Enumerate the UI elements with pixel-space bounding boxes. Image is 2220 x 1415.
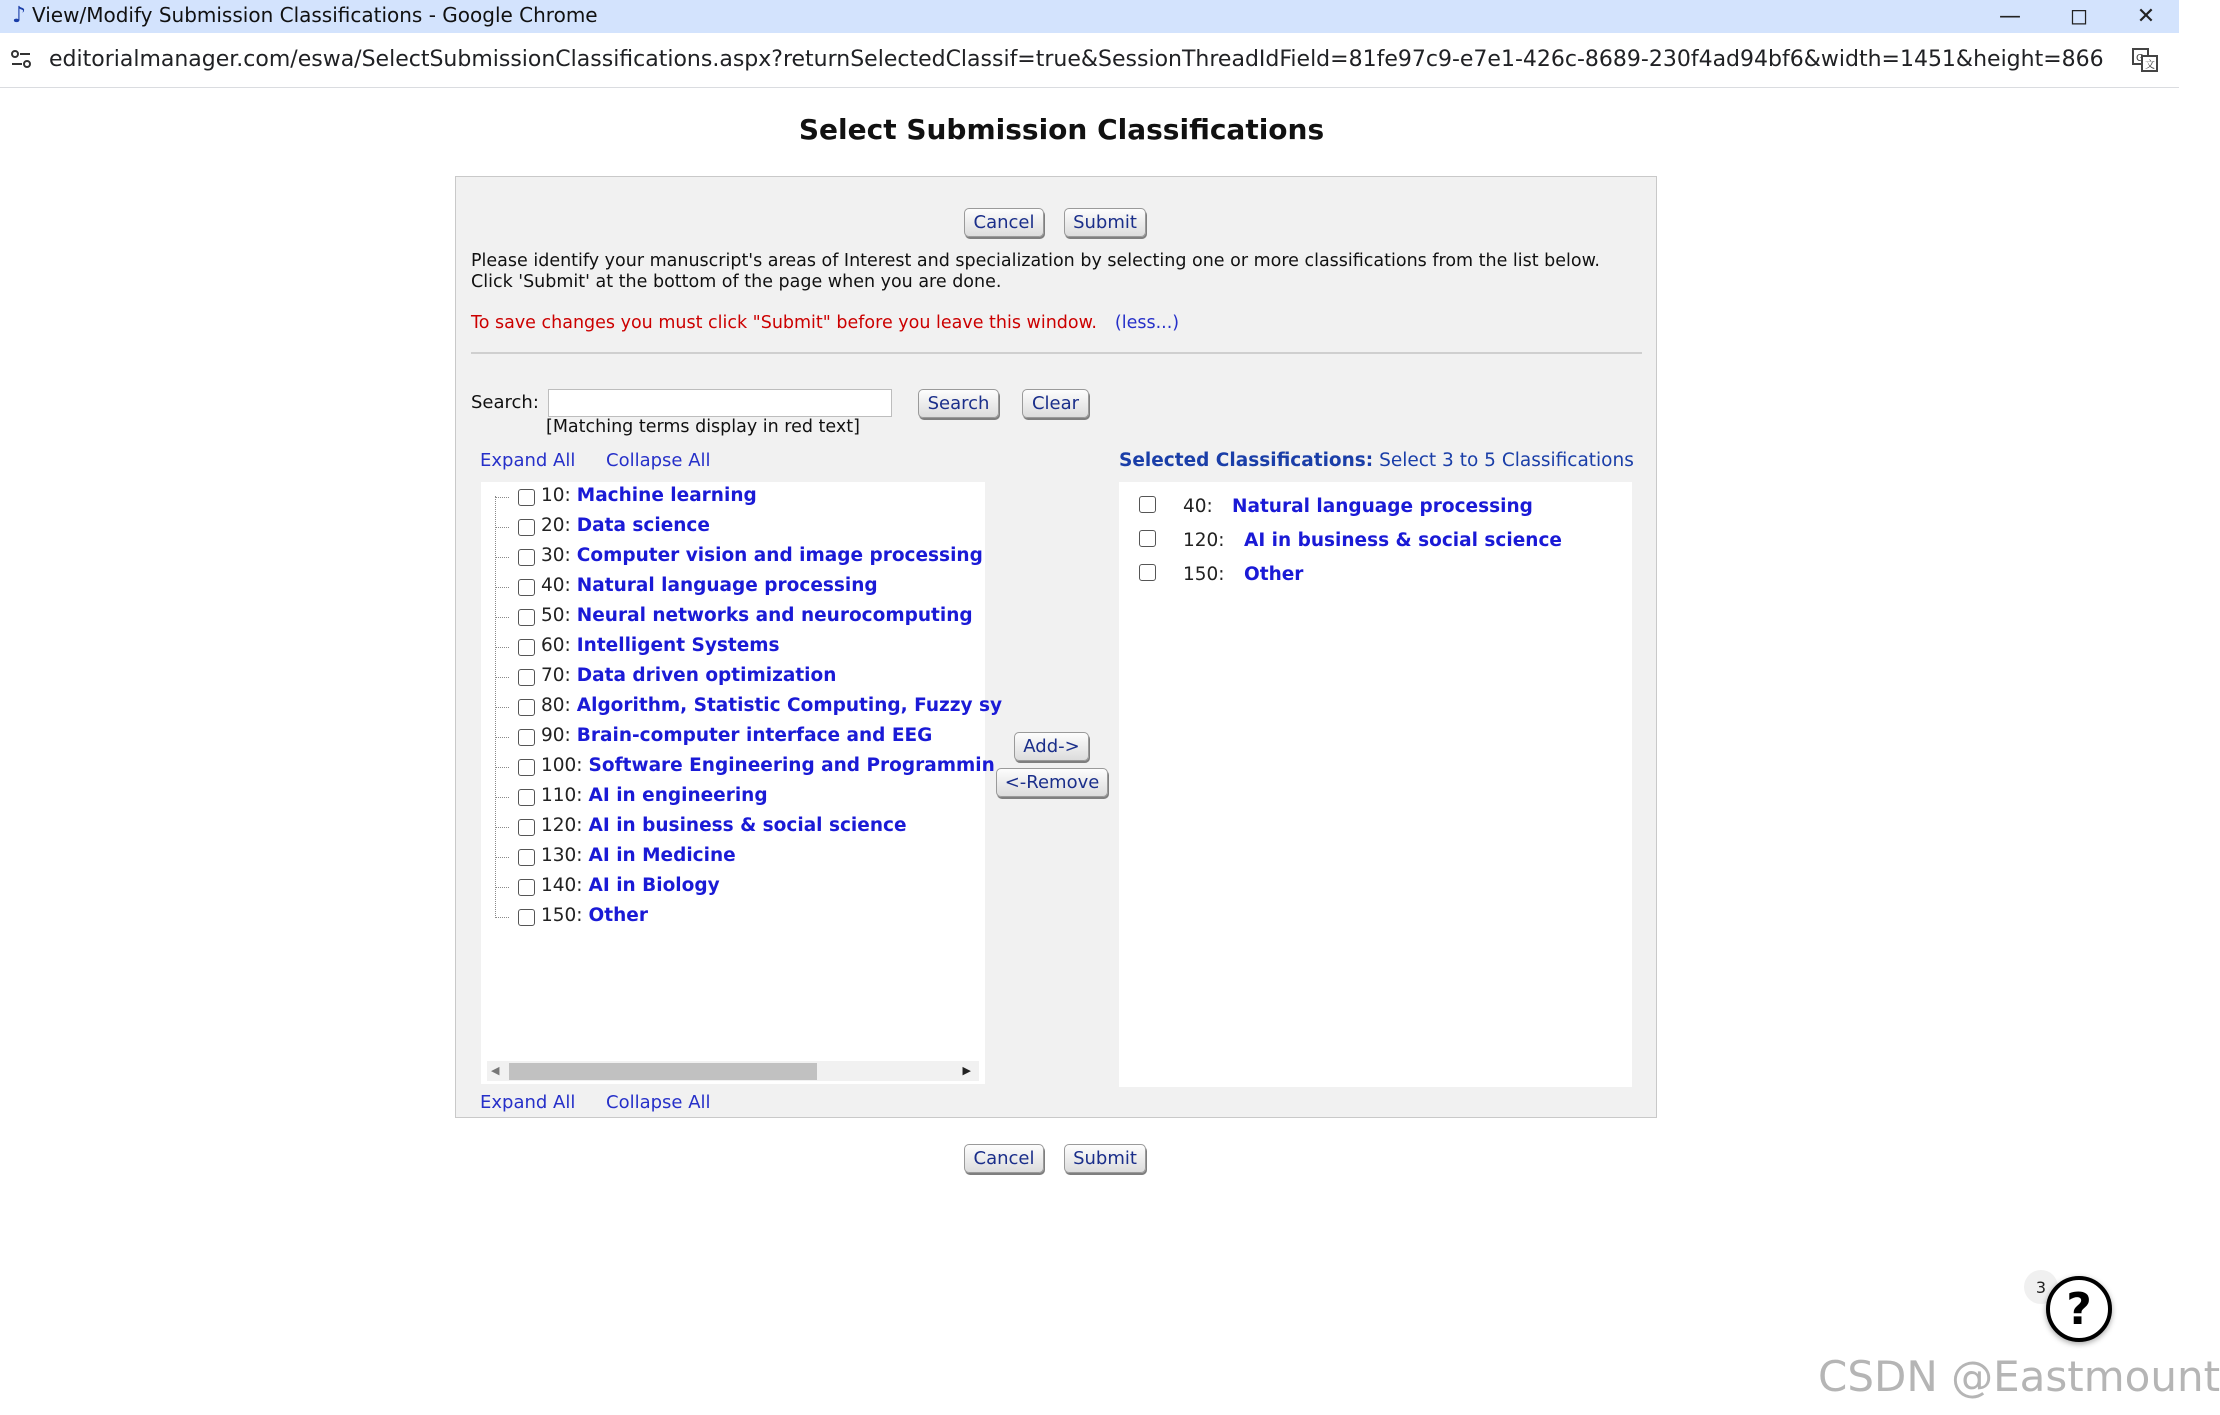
selected-item-name[interactable]: AI in business & social science [1244, 530, 1562, 551]
selected-classifications-list[interactable] [1119, 482, 1632, 1087]
help-badge: 3 [2024, 1270, 2058, 1304]
tree-item-checkbox[interactable] [518, 639, 535, 656]
selected-classifications-header [1119, 450, 1634, 471]
selected-item-checkbox[interactable] [1139, 496, 1156, 513]
translate-icon[interactable] [2131, 46, 2159, 74]
selected-header-note: Select 3 to 5 Classifications [1379, 450, 1634, 471]
selected-item-code: 40: [1183, 496, 1213, 517]
cancel-button-top[interactable]: Cancel [964, 208, 1044, 237]
tree-item-name[interactable]: Algorithm, Statistic Computing, Fuzzy sy [576, 695, 1003, 716]
tree-item-checkbox[interactable] [518, 789, 535, 806]
tree-item-name[interactable]: Brain-computer interface and EEG [576, 725, 933, 746]
scroll-right-icon[interactable]: ▶ [962, 1064, 971, 1077]
submit-button-bottom[interactable]: Submit [1064, 1144, 1146, 1173]
clear-button[interactable]: Clear [1022, 389, 1089, 418]
tree-item-code: 60: [541, 635, 571, 656]
tree-item-checkbox[interactable] [518, 609, 535, 626]
expand-all-link-top[interactable]: Expand All [480, 450, 576, 471]
tree-item-label [541, 905, 648, 926]
tree-item-code: 40: [541, 575, 571, 596]
tree-item-checkbox[interactable] [518, 519, 535, 536]
save-warning-text: To save changes you must click "Submit" before you leave this window. [471, 313, 1097, 333]
tree-item-label [541, 695, 1002, 716]
tree-item-name[interactable]: Intelligent Systems [576, 635, 780, 656]
address-bar[interactable] [0, 33, 2179, 88]
tree-connector [495, 917, 509, 918]
tree-connector [495, 827, 509, 828]
tree-item-checkbox[interactable] [518, 759, 535, 776]
tree-item-name[interactable]: Data science [576, 515, 710, 536]
tree-item-label [541, 815, 907, 836]
watermark: CSDN @Eastmount [1818, 1352, 2220, 1401]
tree-item-code: 120: [541, 815, 583, 836]
tree-item-name[interactable]: AI in Medicine [588, 845, 736, 866]
tree-item-checkbox[interactable] [518, 669, 535, 686]
tree-horizontal-scrollbar[interactable] [487, 1061, 979, 1081]
svg-text:G: G [2136, 53, 2144, 64]
instructions-line-1: Please identify your manuscript's areas of Interest and specialization by selecting one or more classifications from the list below. [471, 251, 1600, 271]
tree-item-name[interactable]: Software Engineering and Programmin [588, 755, 995, 776]
tree-item-label [541, 785, 768, 806]
collapse-all-link-bottom[interactable]: Collapse All [606, 1092, 711, 1113]
tree-item-name[interactable]: Machine learning [576, 485, 757, 506]
tree-item-checkbox[interactable] [518, 909, 535, 926]
tree-connector [495, 527, 509, 528]
svg-text:文: 文 [2145, 60, 2155, 71]
url-text[interactable]: editorialmanager.com/eswa/SelectSubmissionClassifications.aspx?returnSelectedClassif=true&SessionThreadIdField=81fe97c9-e7e1-426c-8689-230f4ad94bf6&width=1451&height=866 [49, 47, 2104, 72]
tree-connector [495, 557, 509, 558]
tree-item-label [541, 515, 710, 536]
tree-item-label [541, 725, 932, 746]
tree-connector [495, 677, 509, 678]
divider [471, 352, 1642, 354]
tree-item-checkbox[interactable] [518, 879, 535, 896]
help-icon[interactable]: ? [2046, 1276, 2112, 1342]
selected-item-name[interactable]: Natural language processing [1232, 496, 1533, 517]
tree-item-label [541, 845, 736, 866]
selected-item-checkbox[interactable] [1139, 530, 1156, 547]
submit-button-top[interactable]: Submit [1064, 208, 1146, 237]
search-label: Search: [471, 392, 539, 413]
tree-item-name[interactable]: AI in business & social science [588, 815, 907, 836]
tree-item-label [541, 605, 973, 626]
selected-item-code: 120: [1183, 530, 1225, 551]
tree-connector [495, 767, 509, 768]
tree-item-code: 110: [541, 785, 583, 806]
tree-connector [495, 737, 509, 738]
tree-item-label [541, 575, 878, 596]
search-input[interactable] [548, 389, 892, 417]
tree-item-name[interactable]: AI in Biology [588, 875, 720, 896]
tree-item-name[interactable]: Data driven optimization [576, 665, 837, 686]
tree-item-code: 90: [541, 725, 571, 746]
tree-item-label [541, 485, 757, 506]
tree-item-code: 130: [541, 845, 583, 866]
tree-item-label [541, 875, 720, 896]
tree-item-checkbox[interactable] [518, 729, 535, 746]
maximize-icon[interactable]: ◻ [2069, 4, 2089, 29]
selected-item-code: 150: [1183, 564, 1225, 585]
selected-item-checkbox[interactable] [1139, 564, 1156, 581]
tree-connector [495, 797, 509, 798]
window-title: View/Modify Submission Classifications - Google Chrome [32, 3, 598, 27]
tree-connector [495, 617, 509, 618]
tree-connector [495, 496, 496, 916]
music-note-icon: ♪ [12, 3, 27, 28]
tree-item-checkbox[interactable] [518, 819, 535, 836]
page-title: Select Submission Classifications [798, 113, 1325, 146]
add-button[interactable]: Add-> [1014, 732, 1089, 761]
tree-item-label [541, 755, 995, 776]
tree-item-label [541, 665, 836, 686]
search-button[interactable]: Search [918, 389, 999, 418]
less-link[interactable]: (less...) [1114, 313, 1180, 333]
tree-connector [495, 647, 509, 648]
scrollbar-thumb[interactable] [509, 1063, 817, 1080]
close-icon[interactable]: ✕ [2136, 4, 2156, 29]
tree-item-code: 10: [541, 485, 571, 506]
tree-connector [495, 707, 509, 708]
remove-button[interactable]: <-Remove [996, 768, 1108, 797]
tree-item-checkbox[interactable] [518, 849, 535, 866]
tree-item-name[interactable]: Natural language processing [576, 575, 878, 596]
tree-item-code: 150: [541, 905, 583, 926]
tree-item-checkbox[interactable] [518, 549, 535, 566]
tree-connector [495, 887, 509, 888]
cancel-button-bottom[interactable]: Cancel [964, 1144, 1044, 1173]
selected-item-name[interactable]: Other [1244, 564, 1304, 585]
expand-all-link-bottom[interactable]: Expand All [480, 1092, 576, 1113]
instructions-line-2: Click 'Submit' at the bottom of the page when you are done. [471, 272, 1002, 292]
tree-item-checkbox[interactable] [518, 489, 535, 506]
scroll-left-icon[interactable]: ◀ [491, 1064, 500, 1077]
tree-item-code: 50: [541, 605, 571, 626]
tree-item-name[interactable]: Other [588, 905, 648, 926]
tree-item-code: 100: [541, 755, 583, 776]
collapse-all-link-top[interactable]: Collapse All [606, 450, 711, 471]
tree-item-name[interactable]: Neural networks and neurocomputing [576, 605, 973, 626]
tree-item-code: 70: [541, 665, 571, 686]
tune-icon[interactable] [8, 46, 34, 72]
tree-connector [495, 857, 509, 858]
tree-item-code: 30: [541, 545, 571, 566]
tree-item-checkbox[interactable] [518, 579, 535, 596]
tree-item-label [541, 545, 983, 566]
tree-item-code: 140: [541, 875, 583, 896]
classification-tree[interactable] [481, 482, 1003, 1084]
tree-item-name[interactable]: AI in engineering [588, 785, 768, 806]
window-title-bar [0, 0, 2179, 33]
tree-connector [495, 497, 509, 498]
save-warning [471, 313, 1179, 333]
tree-connector [495, 587, 509, 588]
matching-terms-note: [Matching terms display in red text] [546, 417, 860, 437]
tree-item-name[interactable]: Computer vision and image processing [576, 545, 983, 566]
selected-header-title: Selected Classifications: [1119, 450, 1374, 471]
tree-item-code: 20: [541, 515, 571, 536]
tree-item-code: 80: [541, 695, 571, 716]
tree-item-checkbox[interactable] [518, 699, 535, 716]
minimize-icon[interactable]: — [1999, 4, 2021, 29]
tree-item-label [541, 635, 780, 656]
